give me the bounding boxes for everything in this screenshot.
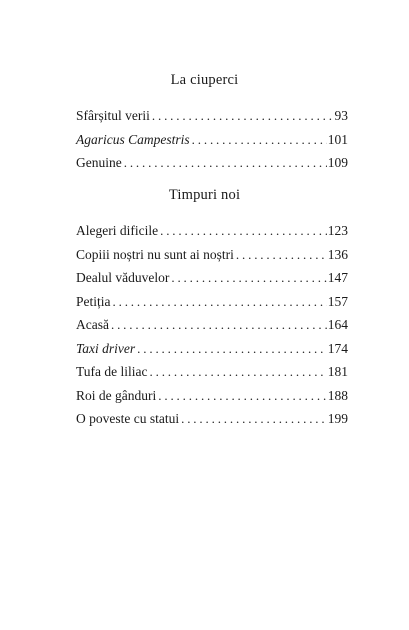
toc-entry-page: 199 [327, 411, 348, 426]
dot-leader [171, 266, 326, 290]
dot-leader [160, 219, 327, 243]
dot-leader [158, 384, 327, 408]
toc-entry[interactable] [76, 313, 348, 337]
toc-entry-page: 123 [327, 223, 348, 238]
toc-entry[interactable] [76, 104, 348, 128]
toc-entry-page: 174 [327, 340, 348, 356]
toc-entry-title: Petiția [76, 293, 111, 309]
toc-entry[interactable] [76, 128, 348, 152]
toc-entry-title: Agaricus Campestris [76, 131, 190, 147]
toc-entry[interactable] [76, 290, 348, 314]
toc-entry-page: 101 [327, 131, 348, 147]
toc-entry-page: 136 [327, 246, 348, 262]
section-title-la-ciuperci: La ciuperci [170, 72, 239, 88]
dot-leader [150, 360, 327, 384]
toc-entry-title: Alegeri dificile [76, 223, 159, 238]
section-title-timpuri-noi: Timpuri noi [168, 187, 241, 203]
dot-leader [192, 128, 327, 152]
toc-entry-title: O poveste cu statui [76, 411, 180, 426]
dot-leader [236, 243, 327, 267]
toc-entry[interactable] [76, 337, 348, 361]
toc-entry[interactable] [76, 407, 348, 431]
toc-entry-title: Taxi driver [76, 340, 136, 356]
toc-list-timpuri-noi [76, 219, 348, 431]
toc-entry[interactable] [76, 219, 348, 243]
toc-entry-page: 188 [327, 387, 348, 403]
toc-list-la-ciuperci [76, 104, 348, 175]
toc-entry[interactable] [76, 243, 348, 267]
toc-entry-title: Sfârșitul verii [76, 108, 150, 123]
dot-leader [124, 151, 327, 175]
toc-entry-page: 93 [334, 108, 348, 123]
toc-entry-page: 109 [327, 155, 348, 170]
toc-entry-page: 157 [327, 293, 348, 309]
toc-entry-title: Copiii noștri nu sunt ai noștri [76, 246, 234, 262]
toc-entry-title: Tufa de liliac [76, 364, 148, 379]
toc-entry-page: 181 [327, 364, 348, 379]
dot-leader [181, 407, 327, 431]
toc-entry-title: Dealul văduvelor [76, 270, 170, 285]
toc-entry-page: 147 [327, 270, 348, 285]
toc-entry[interactable] [76, 266, 348, 290]
dot-leader [152, 104, 334, 128]
toc-entry[interactable] [76, 384, 348, 408]
dot-leader [111, 313, 327, 337]
dot-leader [113, 290, 327, 314]
toc-entry-title: Acasă [76, 317, 109, 332]
dot-leader [137, 337, 327, 361]
toc-entry[interactable] [76, 360, 348, 384]
toc-entry-page: 164 [327, 317, 348, 332]
toc-entry[interactable] [76, 151, 348, 175]
toc-entry-title: Genuine [76, 155, 122, 170]
toc-entry-title: Roi de gânduri [76, 387, 157, 403]
